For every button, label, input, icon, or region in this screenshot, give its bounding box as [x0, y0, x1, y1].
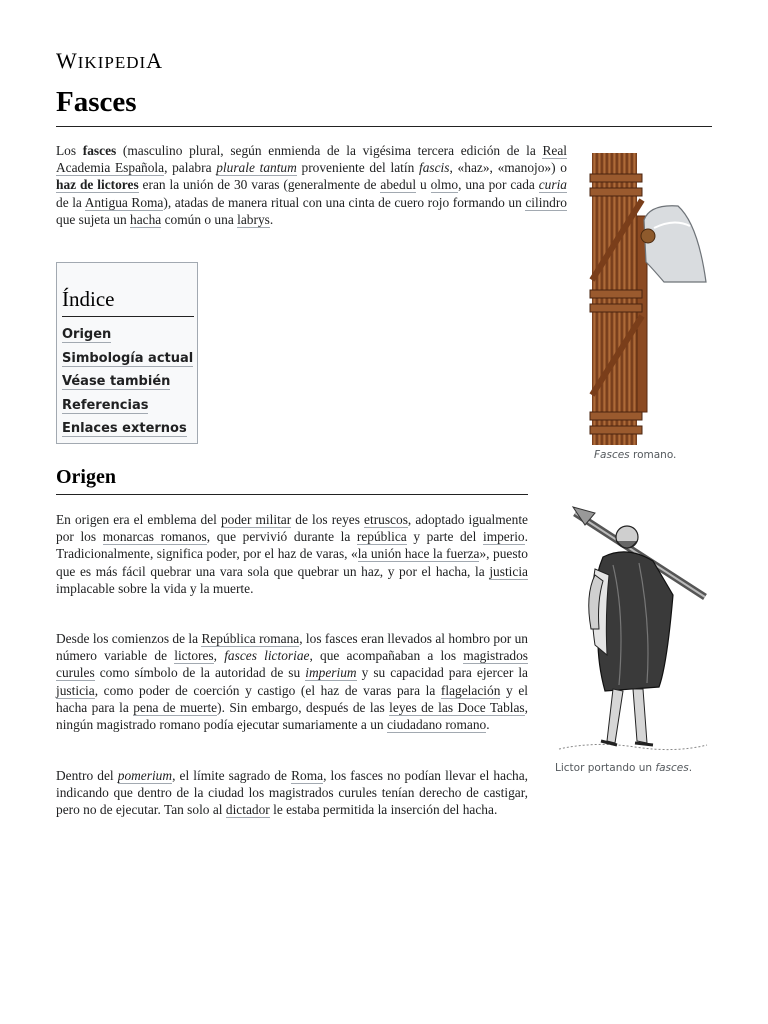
lictor-image[interactable] [555, 505, 711, 757]
page-title: Fasces [56, 86, 137, 118]
link-pena-de-muerte[interactable]: pena de muerte [133, 699, 218, 715]
fasces-caption: Fasces romano. [594, 449, 677, 461]
link-magistrados-curules[interactable]: magistrados curules [56, 648, 528, 681]
link-real-academia[interactable]: Real Academia Española [56, 143, 567, 176]
link-justicia[interactable]: justicia [489, 563, 528, 579]
link-ciudadano-romano[interactable]: ciudadano romano [386, 717, 487, 733]
axe-blade [644, 206, 706, 282]
toc-divider [62, 316, 194, 317]
toc-title: Índice [62, 287, 115, 311]
wordmark-final: A [146, 48, 164, 73]
wikipedia-wordmark[interactable] [56, 48, 163, 74]
toc-item-referencias[interactable]: Referencias [62, 397, 149, 413]
link-imperio[interactable]: imperio [482, 529, 525, 545]
link-republica-romana[interactable]: República romana [201, 631, 300, 646]
link-roma[interactable]: Roma [291, 768, 324, 783]
link-labrys[interactable]: labrys [237, 211, 270, 227]
table-of-contents [56, 262, 198, 444]
fasces-rods [592, 153, 637, 445]
link-leyes-doce-tablas[interactable]: leyes de las Doce Tablas [389, 699, 525, 715]
link-abedul[interactable]: abedul [380, 177, 417, 193]
wordmark-body: IKIPEDI [77, 53, 147, 72]
link-republica[interactable]: república [356, 529, 407, 545]
toc-item-enlaces[interactable]: Enlaces externos [62, 421, 187, 437]
link-plurale-tantum[interactable]: plurale tantum [216, 160, 297, 176]
lictor-beard [617, 541, 637, 548]
intro-paragraph: Los fasces (masculino plural, según enmienda de la vigésima tercera edición de la Real Academia Española, palabra plurale tantum proveniente del latín fascis, «haz», «manojo») o haz de lictores eran la unión de 30 varas (generalmente de abedul u olmo, una por cada curia de la Antigua Roma), atadas de manera ritual con una cinta de cuero rojo formando un cilindro que sujeta un hacha común o una labrys. [56, 143, 567, 227]
wordmark-initial: W [56, 48, 78, 73]
link-hacha[interactable]: hacha [130, 211, 162, 227]
link-haz-de-lictores[interactable]: haz de lictores [56, 177, 139, 193]
link-olmo[interactable]: olmo [430, 177, 459, 193]
link-poder-militar[interactable]: poder militar [220, 512, 292, 527]
link-imperium[interactable]: imperium [305, 665, 357, 681]
link-antigua-roma[interactable]: Antigua Roma [84, 194, 164, 210]
section-heading-origen: Origen [56, 466, 116, 488]
lion-head-ornament [641, 229, 655, 243]
origen-paragraph-3: Dentro del pomerium, el límite sagrado de Roma, los fasces no podían llevar el hacha, indicando que dentro de la ciudad los magistrados curules tenían derecho de castigar, pero no de ejecutar. Tan solo al dictador le estaba permitida la inserción del hacha. [56, 768, 529, 818]
title-divider [56, 126, 712, 127]
link-monarcas-romanos[interactable]: monarcas romanos [102, 529, 207, 545]
lictor-right-leg [633, 689, 647, 743]
link-etruscos[interactable]: etruscos [364, 512, 408, 527]
link-flagelacion[interactable]: flagelación [440, 682, 501, 698]
link-pomerium[interactable]: pomerium [117, 768, 173, 783]
link-justicia-2[interactable]: justicia [56, 682, 95, 698]
toc-item-simbologia[interactable]: Simbología actual [62, 350, 194, 366]
toc-item-origen[interactable]: Origen [62, 327, 112, 342]
link-curia[interactable]: curia [538, 177, 567, 193]
origen-paragraph-2: Desde los comienzos de la República romana, los fasces eran llevados al hombro por un número variable de lictores, fasces lictoriae, que acompañaban a los magistrados curules como símbolo de la autoridad de su imperium y su capacidad para ejercer la justicia, como poder de coerción y castigo (el haz de varas para la flagelación y el hacha para la pena de muerte). Sin embargo, después de las leyes de las Doce Tablas, ningún magistrado romano podía ejecutar sumariamente a un ciudadano romano. [56, 631, 528, 733]
link-cilindro[interactable]: cilindro [525, 194, 567, 210]
link-dictador[interactable]: dictador [225, 802, 270, 818]
origen-paragraph-1: En origen era el emblema del poder militar de los reyes etruscos, adoptado igualmente por los monarcas romanos, que pervivió durante la república y parte del imperio. Tradicionalmente, significa poder, por el haz de varas, «la unión hace la fuerza», puesto que es más fácil quebrar una vara sola que quebrar un haz, y por el hacha, la justicia implacable sobre la vida y la muerte. [56, 512, 528, 596]
ground-hatching [559, 744, 707, 749]
lictor-caption: Lictor portando un fasces. [555, 762, 693, 774]
toc-list [62, 323, 193, 441]
link-lictores[interactable]: lictores [174, 648, 214, 664]
lictor-left-leg [607, 689, 623, 743]
link-la-union-hace-la-fuerza[interactable]: la unión hace la fuerza [357, 546, 480, 562]
fasces-image[interactable] [586, 150, 712, 448]
toc-item-vease[interactable]: Véase también [62, 374, 171, 390]
section-divider [56, 494, 528, 495]
